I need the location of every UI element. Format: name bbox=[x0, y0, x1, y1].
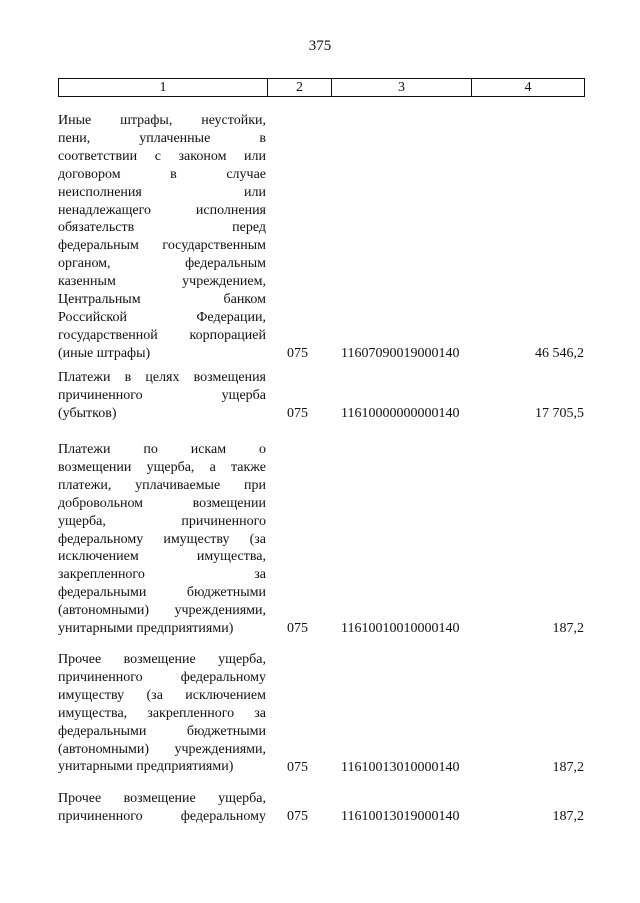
description-line: федеральными бюджетными bbox=[58, 723, 266, 739]
description-line: Центральным банком bbox=[58, 292, 266, 308]
header-col-4: 4 bbox=[524, 79, 532, 95]
admin-code: 075 bbox=[287, 809, 308, 825]
description-line: имущества, закрепленного за bbox=[58, 705, 266, 721]
description-line: добровольном возмещении bbox=[58, 495, 266, 511]
table-row bbox=[0, 790, 640, 826]
description-line: договором в случае bbox=[58, 166, 266, 182]
description-line: (иные штрафы) bbox=[58, 345, 151, 361]
page-number: 375 bbox=[308, 38, 332, 54]
description-line: имуществу (за исключением bbox=[58, 687, 266, 703]
description-line: обязательств перед bbox=[58, 220, 266, 236]
description-line: платежи, уплачиваемые при bbox=[58, 477, 266, 493]
row-description bbox=[58, 369, 266, 423]
description-line: федеральными бюджетными bbox=[58, 585, 266, 601]
description-line: федеральному имуществу (за bbox=[58, 531, 266, 547]
description-line: Прочее возмещение ущерба, bbox=[58, 652, 266, 667]
row-description bbox=[58, 651, 266, 776]
description-line: (автономными) учреждениями, bbox=[58, 603, 266, 619]
table-header bbox=[58, 78, 585, 97]
amount: 187,2 bbox=[552, 809, 584, 825]
amount: 187,2 bbox=[552, 760, 584, 776]
description-line: казенным учреждением, bbox=[58, 274, 266, 290]
table-row bbox=[0, 112, 640, 363]
table-row bbox=[0, 651, 640, 777]
description-line: причиненного федеральному bbox=[58, 669, 266, 685]
description-line: причиненного ущерба bbox=[58, 387, 266, 403]
budget-classification-code: 11610000000000140 bbox=[341, 406, 460, 422]
description-line: государственной корпорацией bbox=[58, 327, 266, 343]
description-line: федеральным государственным bbox=[58, 238, 266, 254]
row-description bbox=[58, 441, 266, 638]
description-line: Российской Федерации, bbox=[58, 309, 266, 325]
header-col-2: 2 bbox=[268, 79, 332, 96]
row-description bbox=[58, 112, 266, 363]
description-line: закрепленного за bbox=[58, 567, 266, 583]
row-description bbox=[58, 790, 266, 826]
description-line: Платежи в целях возмещения bbox=[58, 370, 266, 385]
admin-code: 075 bbox=[287, 406, 308, 422]
budget-classification-code: 11610010010000140 bbox=[341, 621, 460, 637]
description-line: унитарными предприятиями) bbox=[58, 621, 234, 637]
header-col-3: 3 bbox=[332, 79, 472, 96]
budget-classification-code: 11607090019000140 bbox=[341, 346, 460, 362]
description-line: унитарными предприятиями) bbox=[58, 759, 234, 775]
amount: 187,2 bbox=[552, 621, 584, 637]
description-line: органом, федеральным bbox=[58, 256, 266, 272]
table-row bbox=[0, 369, 640, 423]
admin-code: 075 bbox=[287, 760, 308, 776]
budget-classification-code: 11610013010000140 bbox=[341, 760, 460, 776]
header-col-1: 1 bbox=[59, 79, 268, 96]
description-line: (автономными) учреждениями, bbox=[58, 741, 266, 757]
description-line: Платежи по искам о bbox=[58, 442, 266, 457]
amount: 46 546,2 bbox=[535, 346, 584, 362]
description-line: неисполнения или bbox=[58, 184, 266, 200]
budget-classification-code: 11610013019000140 bbox=[341, 809, 460, 825]
description-line: ненадлежащего исполнения bbox=[58, 202, 266, 218]
amount: 17 705,5 bbox=[535, 406, 584, 422]
description-line: (убытков) bbox=[58, 405, 117, 421]
description-line: Иные штрафы, неустойки, bbox=[58, 113, 266, 128]
description-line: причиненного федеральному bbox=[58, 808, 266, 824]
description-line: Прочее возмещение ущерба, bbox=[58, 791, 266, 806]
admin-code: 075 bbox=[287, 621, 308, 637]
description-line: соответствии с законом или bbox=[58, 148, 266, 164]
description-line: ущерба, причиненного bbox=[58, 513, 266, 529]
description-line: исключением имущества, bbox=[58, 549, 266, 565]
table-row bbox=[0, 441, 640, 638]
admin-code: 075 bbox=[287, 346, 308, 362]
description-line: пени, уплаченные в bbox=[58, 130, 266, 146]
description-line: возмещении ущерба, а также bbox=[58, 459, 266, 475]
